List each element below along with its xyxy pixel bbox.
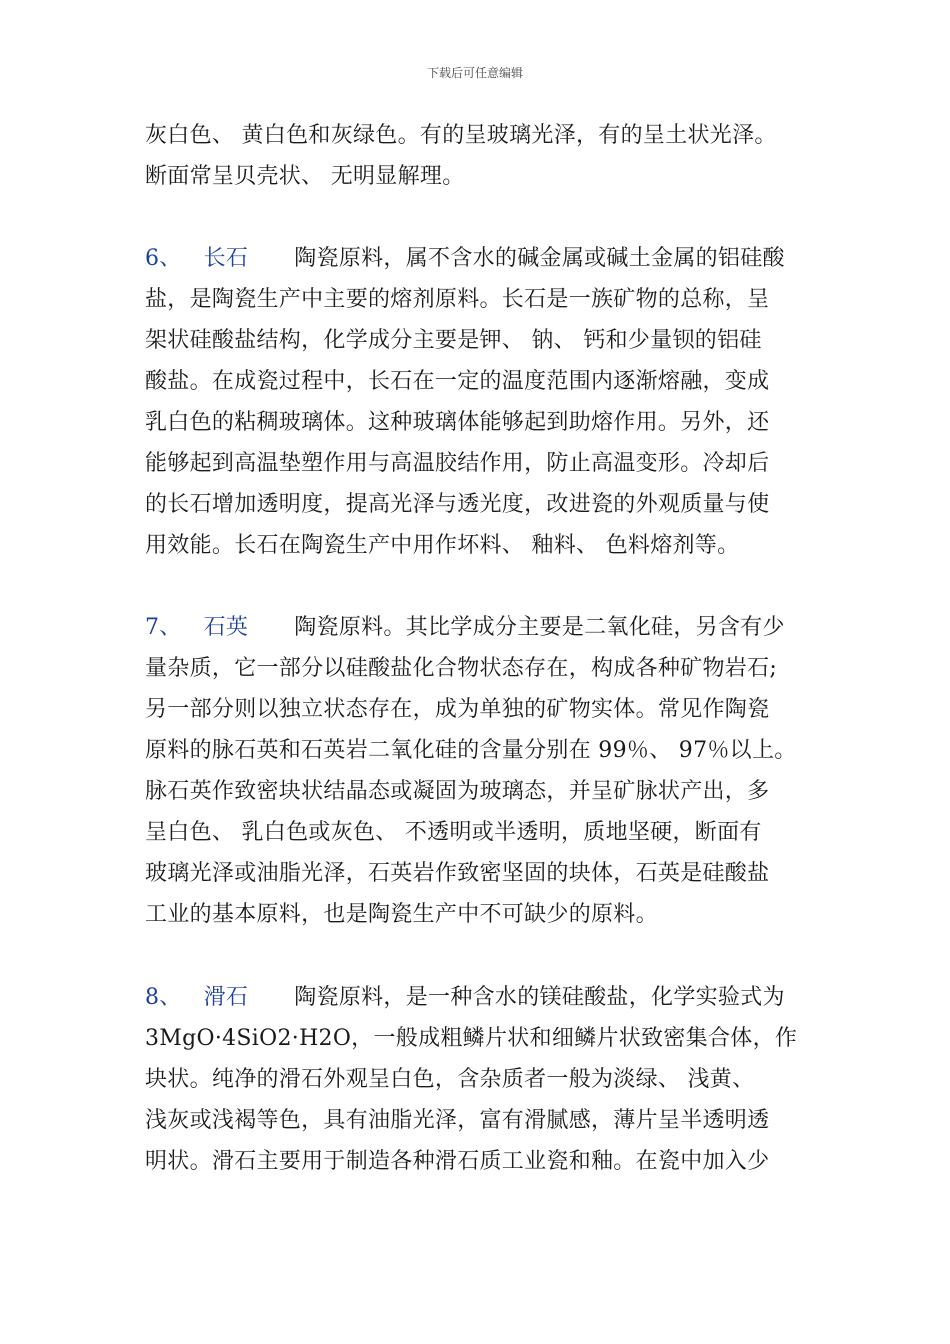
section-talc xyxy=(145,977,825,1182)
text-line: 工业的基本原料，也是陶瓷生产中不可缺少的原料。 xyxy=(145,902,658,927)
text-line: 量杂质，它一部分以硅酸盐化合物状态存在，构成各种矿物岩石; xyxy=(145,656,778,681)
text-line: 酸盐。在成瓷过程中，长石在一定的温度范围内逐渐熔融，变成 xyxy=(145,369,770,394)
text-line: 断面常呈贝壳状、 无明显解理。 xyxy=(145,164,465,189)
section-number: 6、 xyxy=(145,246,182,271)
text-line: 另一部分则以独立状态存在，成为单独的矿物实体。常见作陶瓷 xyxy=(145,697,770,722)
text-line: 明状。滑石主要用于制造各种滑石质工业瓷和釉。在瓷中加入少 xyxy=(145,1149,770,1174)
text-line: 原料的脉石英和石英岩二氧化硅的含量分别在 99％、 97％以上。 xyxy=(145,738,797,763)
text-line: 架状硅酸盐结构，化学成分主要是钾、 钠、 钙和少量钡的铝硅 xyxy=(145,328,762,353)
text-line: 盐，是陶瓷生产中主要的熔剂原料。长石是一族矿物的总称，呈 xyxy=(145,287,770,312)
text-line: 能够起到高温垫塑作用与高温胶结作用，防止高温变形。冷却后 xyxy=(145,451,770,476)
text-line: 的长石增加透明度，提高光泽与透光度，改进瓷的外观质量与使 xyxy=(145,492,770,517)
intro-paragraph xyxy=(145,115,825,197)
section-quartz xyxy=(145,607,825,935)
text-line: 乳白色的粘稠玻璃体。这种玻璃体能够起到助熔作用。另外，还 xyxy=(145,410,770,435)
page-header: 下载后可任意编辑 xyxy=(426,66,523,80)
text-line: 陶瓷原料，属不含水的碱金属或碱土金属的铝硅酸 xyxy=(294,246,785,271)
text-line: 玻璃光泽或油脂光泽，石英岩作致密坚固的块体，石英是硅酸盐 xyxy=(145,861,770,886)
text-line: 陶瓷原料。其比学成分主要是二氧化硅，另含有少 xyxy=(294,615,785,640)
text-line: 陶瓷原料，是一种含水的镁硅酸盐，化学实验式为 xyxy=(294,985,785,1010)
text-line: 灰白色、 黄白色和灰绿色。有的呈玻璃光泽，有的呈土状光泽。 xyxy=(145,123,777,148)
text-line: 呈白色、 乳白色或灰色、 不透明或半透明，质地坚硬，断面有 xyxy=(145,820,762,845)
section-number: 7、 xyxy=(145,615,182,640)
text-line: 用效能。长石在陶瓷生产中用作坏料、 釉料、 色料熔剂等。 xyxy=(145,533,740,558)
section-term: 滑石 xyxy=(203,985,249,1010)
text-line: 脉石英作致密块状结晶态或凝固为玻璃态，并呈矿脉状产出，多 xyxy=(145,779,770,804)
text-line: 浅灰或浅褐等色，具有油脂光泽，富有滑腻感，薄片呈半透明透 xyxy=(145,1108,770,1133)
text-line: 块状。纯净的滑石外观呈白色，含杂质者一般为淡绿、 浅黄、 xyxy=(145,1067,755,1092)
section-term: 石英 xyxy=(203,615,249,640)
section-feldspar xyxy=(145,238,825,566)
section-number: 8、 xyxy=(145,985,182,1010)
section-term: 长石 xyxy=(203,246,249,271)
text-line: 3MgO·4SiO2·H2O，一般成粗鳞片状和细鳞片状致密集合体，作 xyxy=(145,1026,798,1051)
